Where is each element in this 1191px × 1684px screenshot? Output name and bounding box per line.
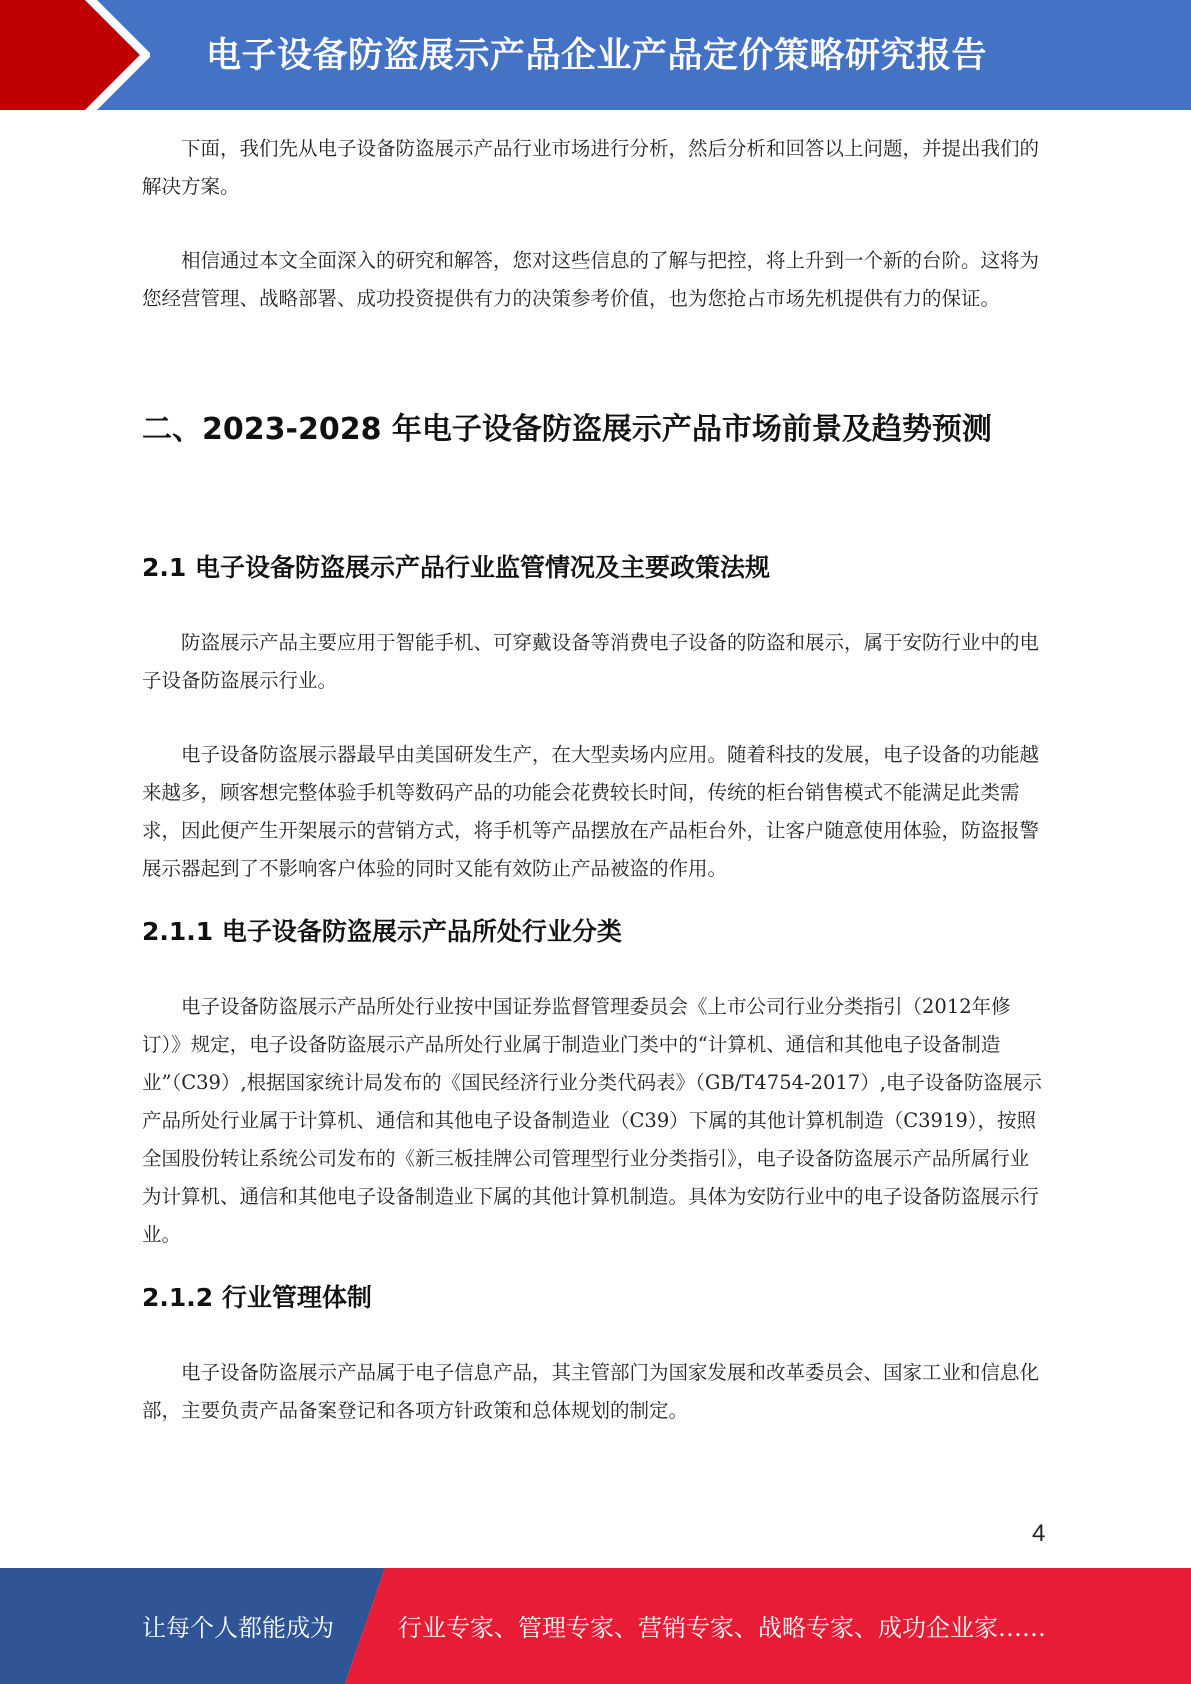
section-2-1-1-heading: 2.1.1 电子设备防盗展示产品所处行业分类 [142,917,622,946]
header-chevron-decoration [0,0,150,110]
intro-paragraph-1: 下面，我们先从电子设备防盗展示产品行业市场进行分析，然后分析和回答以上问题，并提出我们的解决方案。 [142,137,1040,198]
section-2-1-heading: 2.1 电子设备防盗展示产品行业监管情况及主要政策法规 [142,553,770,582]
section-2-1-2-paragraph: 电子设备防盗展示产品属于电子信息产品，其主管部门为国家发展和改革委员会、国家工业和信息化部，主要负责产品备案登记和各项方针政策和总体规划的制定。 [142,1361,1040,1422]
page-content [142,130,1047,1430]
footer-slogan-left: 让每个人都能成为 [142,1614,334,1642]
section-2-1-paragraph-1: 防盗展示产品主要应用于智能手机、可穿戴设备等消费电子设备的防盗和展示，属于安防行业中的电子设备防盗展示行业。 [142,631,1040,692]
page-header [0,0,1191,110]
footer-slogan-right: 行业专家、管理专家、营销专家、战略专家、成功企业家…… [398,1614,1046,1642]
section-2-1-paragraph-2: 电子设备防盗展示器最早由美国研发生产，在大型卖场内应用。随着科技的发展，电子设备的功能越来越多，顾客想完整体验手机等数码产品的功能会花费较长时间，传统的柜台销售模式不能满足此类需求，因此便产生开架展示的营销方式，将手机等产品摆放在产品柜台外，让客户随意使用体验，防盗报警展示器起到了不影响客户体验的同时又能有效防止产品被盗的作用。 [142,743,1040,880]
section-2-1-2-heading: 2.1.2 行业管理体制 [142,1283,372,1312]
section-2-1-1-paragraph: 电子设备防盗展示产品所处行业按中国证券监督管理委员会《上市公司行业分类指引（2012年修订）》规定，电子设备防盗展示产品所处行业属于制造业门类中的“计算机、通信和其他电子设备制造业”（C39）,根据国家统计局发布的《国民经济行业分类代码表》（GB/T4754-2017）,电子设备防盗展示产品所处行业属于计算机、通信和其他电子设备制造业（C39）下属的其他计算机制造（C3919），按照全国股份转让系统公司发布的《新三板挂牌公司管理型行业分类指引》，电子设备防盗展示产品所属行业为计算机、通信和其他电子设备制造业下属的其他计算机制造。具体为安防行业中的电子设备防盗展示行业。 [142,995,1042,1246]
intro-paragraph-2: 相信通过本文全面深入的研究和解答，您对这些信息的了解与把控，将上升到一个新的台阶。这将为您经营管理、战略部署、成功投资提供有力的决策参考价值，也为您抢占市场先机提供有力的保证。 [142,249,1040,310]
page-number: 4 [1032,1520,1046,1547]
header-title: 电子设备防盗展示产品企业产品定价策略研究报告 [206,36,988,76]
page-footer [0,1568,1191,1684]
section-2-heading: 二、2023-2028 年电子设备防盗展示产品市场前景及趋势预测 [142,412,992,447]
